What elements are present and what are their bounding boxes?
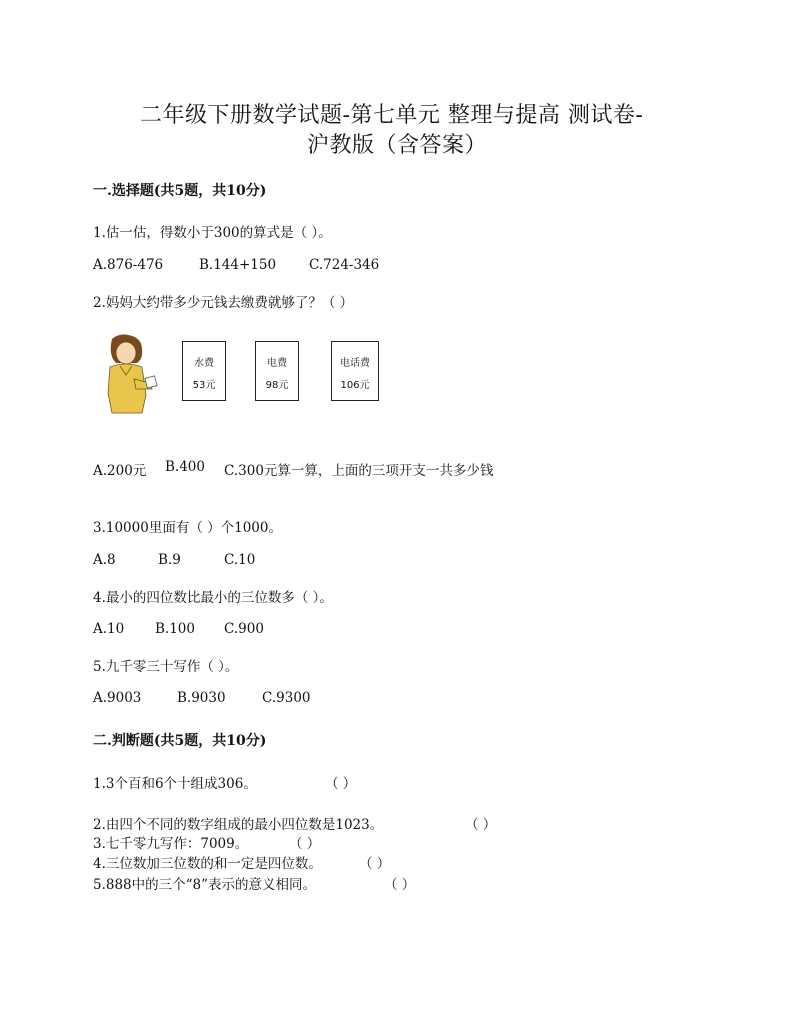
question-3: 3.10000里面有（ ）个1000。: [93, 520, 282, 536]
judgment-4-paren: （ ）: [359, 856, 391, 872]
q1-option-c: C.724-346: [309, 257, 380, 273]
q3-option-b: B.9: [158, 552, 181, 568]
q2-option-a: A.200元: [93, 463, 147, 479]
q4-option-b: B.100: [155, 621, 195, 637]
q1-option-b: B.144+150: [199, 257, 277, 273]
judgment-2: 2.由四个不同的数字组成的最小四位数是1023。: [93, 817, 384, 833]
q5-option-c: C.9300: [262, 690, 311, 706]
question-1: 1.估一估，得数小于300的算式是（ ）。: [93, 225, 332, 241]
q5-option-a: A.9003: [93, 690, 142, 706]
bill-electricity-amount: 98元: [265, 380, 289, 391]
judgment-3-paren: （ ）: [289, 836, 321, 852]
q1-option-a: A.876-476: [93, 257, 164, 273]
q3-option-a: A.8: [93, 552, 116, 568]
bill-electricity-label: 电费: [267, 358, 287, 369]
judgment-5: 5.888中的三个“8”表示的意义相同。: [93, 877, 317, 893]
mother-illustration: [98, 333, 160, 415]
judgment-2-paren: （ ）: [465, 817, 497, 833]
bill-phone-amount: 106元: [340, 380, 370, 391]
q4-option-a: A.10: [93, 621, 125, 637]
bill-water-amount: 53元: [192, 380, 216, 391]
bill-water: [182, 341, 226, 401]
q2-option-c: C.300元算一算，上面的三项开支一共多少钱: [224, 463, 494, 479]
question-5: 5.九千零三十写作（ ）。: [93, 659, 239, 675]
bill-water-label: 水费: [194, 358, 214, 369]
page-subtitle: 沪教版（含答案）: [307, 133, 488, 158]
bill-phone-label: 电话费: [340, 358, 370, 369]
judgment-1: 1.3个百和6个十组成306。: [93, 776, 257, 792]
q2-option-b: B.400: [165, 459, 205, 475]
q5-option-b: B.9030: [177, 690, 226, 706]
section-heading-judgment: 二.判断题(共5题，共10分): [93, 733, 267, 749]
page-title: 二年级下册数学试题-第七单元 整理与提高 测试卷-: [140, 103, 644, 128]
judgment-3: 3.七千零九写作：7009。: [93, 836, 249, 852]
section-heading-choice: 一.选择题(共5题，共10分): [93, 183, 267, 199]
judgment-1-paren: （ ）: [325, 776, 357, 792]
question-4: 4.最小的四位数比最小的三位数多（ ）。: [93, 590, 333, 606]
bill-phone: [331, 341, 379, 401]
q4-option-c: C.900: [224, 621, 264, 637]
q3-option-c: C.10: [224, 552, 256, 568]
question-2: 2.妈妈大约带多少元钱去缴费就够了？（ ）: [93, 295, 354, 311]
judgment-5-paren: （ ）: [384, 877, 416, 893]
judgment-4: 4.三位数加三位数的和一定是四位数。: [93, 856, 322, 872]
bill-electricity: [255, 341, 299, 401]
